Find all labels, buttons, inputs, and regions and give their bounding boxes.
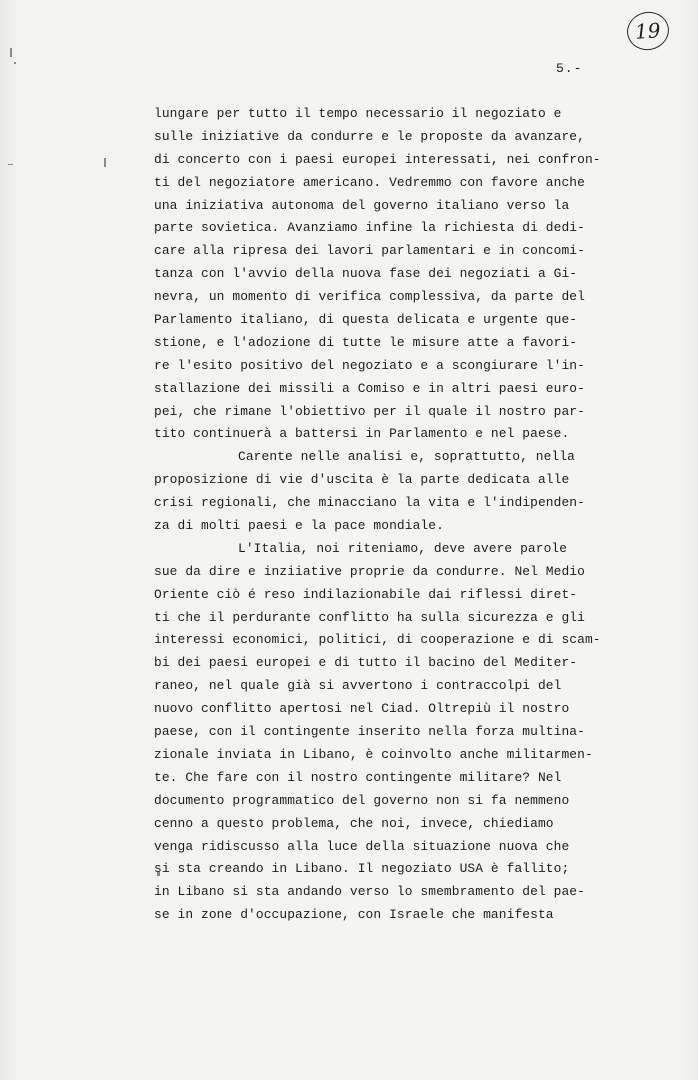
text-line: Oriente ciò é reso indilazionabile dai riflessi diret- bbox=[154, 586, 578, 602]
text-line: stione, e l'adozione di tutte le misure atte a favori- bbox=[154, 334, 578, 350]
text-line: paese, con il contingente inserito nella forza multina- bbox=[154, 724, 585, 740]
text-line: sulle iniziative da condurre e le proposte da avanzare, bbox=[154, 128, 585, 144]
stamp-number: 19 bbox=[634, 18, 662, 44]
text-line: te. Che fare con il nostro contingente militare? Nel bbox=[154, 769, 562, 785]
margin-speck bbox=[10, 48, 12, 57]
margin-speck bbox=[104, 158, 106, 167]
text-line: pei, che rimane l'obiettivo per il quale il nostro par- bbox=[154, 403, 585, 419]
text-line: nuovo conflitto apertosi nel Ciad. Oltrepiù il nostro bbox=[154, 701, 570, 717]
text-line: interessi economici, politici, di cooperazione e di scam- bbox=[154, 632, 601, 648]
page-number: 5.- bbox=[556, 61, 583, 76]
text-line: una iniziativa autonoma del governo italiano verso la bbox=[154, 197, 570, 213]
text-line: di concerto con i paesi europei interessati, nei confron- bbox=[154, 151, 601, 167]
text-line: cenno a questo problema, che noi, invece, chiediamo bbox=[154, 815, 554, 831]
text-line: raneo, nel quale già si avvertono i contraccolpi del bbox=[154, 678, 562, 694]
text-line: za di molti paesi e la pace mondiale. bbox=[154, 518, 444, 534]
text-line: nevra, un momento di verifica complessiva, da parte del bbox=[154, 289, 585, 305]
text-line: sue da dire e inziiative proprie da condurre. Nel Medio bbox=[154, 563, 585, 579]
paragraph bbox=[154, 538, 634, 927]
document-body bbox=[154, 103, 634, 927]
text-line: re l'esito positivo del negoziato e a scongiurare l'in- bbox=[154, 357, 585, 373]
text-line: stallazione dei missili a Comiso e in altri paesi euro- bbox=[154, 380, 585, 396]
text-line: lungare per tutto il tempo necessario il negoziato e bbox=[154, 106, 562, 121]
text-line: proposizione di vie d'uscita è la parte dedicata alle bbox=[154, 472, 570, 488]
page-stamp bbox=[624, 8, 673, 54]
text-line: tito continuerà a battersi in Parlamento e nel paese. bbox=[154, 426, 570, 442]
paragraph bbox=[154, 446, 634, 538]
text-line: bi dei paesi europei e di tutto il bacino del Mediter- bbox=[154, 655, 578, 671]
margin-speck bbox=[8, 164, 13, 165]
text-line: si sta creando in Libano. Il negoziato USA è fallito; bbox=[154, 861, 570, 877]
margin-speck bbox=[14, 62, 16, 64]
text-line: care alla ripresa dei lavori parlamentari e in concomi- bbox=[154, 243, 585, 259]
text-line: tanza con l'avvio della nuova fase dei negoziati a Gi- bbox=[154, 266, 578, 282]
text-line: crisi regionali, che minacciano la vita e l'indipenden- bbox=[154, 495, 585, 511]
text-line: ti che il perdurante conflitto ha sulla sicurezza e gli bbox=[154, 609, 585, 625]
text-line: parte sovietica. Avanziamo infine la richiesta di dedi- bbox=[154, 220, 585, 236]
text-line: L'Italia, noi riteniamo, deve avere parole bbox=[238, 540, 568, 556]
text-line: venga ridiscusso alla luce della situazione nuova che bbox=[154, 838, 570, 854]
text-line: Carente nelle analisi e, soprattutto, nella bbox=[238, 449, 575, 465]
text-line: ti del negoziatore americano. Vedremmo con favore anche bbox=[154, 174, 585, 190]
text-line: in Libano si sta andando verso lo smembramento del pae- bbox=[154, 884, 585, 900]
text-line: Parlamento italiano, di questa delicata e urgente que- bbox=[154, 312, 578, 328]
text-line: zionale inviata in Libano, è coinvolto anche militarmen- bbox=[154, 746, 593, 762]
paragraph bbox=[154, 103, 634, 446]
text-line: se in zone d'occupazione, con Israele che manifesta bbox=[154, 907, 554, 923]
text-line: documento programmatico del governo non si fa nemmeno bbox=[154, 792, 570, 808]
